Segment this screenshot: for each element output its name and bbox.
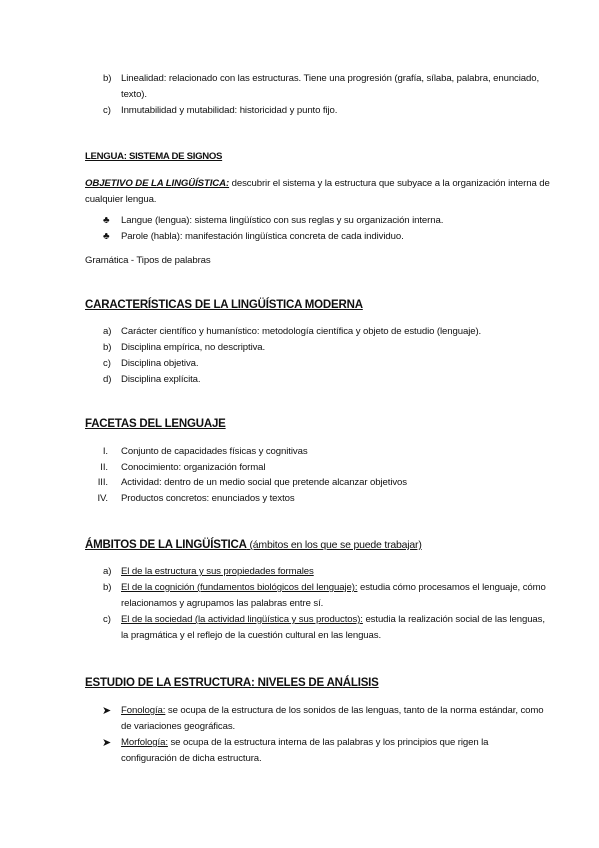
objetivo-paragraph	[85, 176, 550, 192]
ambito-name: El de la sociedad (la actividad lingüística y sus productos):	[121, 614, 363, 625]
list-item-text: Productos concretos: enunciados y textos	[121, 493, 295, 504]
ambitos-title: ÁMBITOS DE LA LINGÜÍSTICA	[85, 539, 247, 551]
list-marker: III.	[97, 477, 108, 488]
list-item-text: Conjunto de capacidades físicas y cognitivas	[121, 446, 308, 457]
list-item-text: El de la cognición (fundamentos biológicos del lenguaje): estudia cómo procesamos el lenguaje, cómo	[121, 582, 546, 593]
list-item-text: Actividad: dentro de un medio social que pretende alcanzar objetivos	[121, 477, 407, 488]
objetivo-label: OBJETIVO DE LA LINGÜÍSTICA:	[85, 178, 230, 189]
ambitos-subtitle: (ámbitos en los que se puede trabajar)	[246, 539, 422, 551]
section-heading: LENGUA: SISTEMA DE SIGNOS	[85, 151, 223, 162]
list-item-text: El de la sociedad (la actividad lingüística y sus productos): estudia la realización social de las lenguas,	[121, 614, 545, 625]
list-marker: a)	[103, 326, 112, 337]
list-marker: I.	[102, 446, 108, 457]
level-name: Morfología:	[121, 737, 168, 748]
list-item-text: Carácter científico y humanístico: metodología científica y objeto de estudio (lenguaje).	[121, 326, 482, 337]
list-item-text: Disciplina empírica, no descriptiva.	[121, 342, 266, 353]
section-heading: FACETAS DEL LENGUAJE	[85, 418, 226, 430]
list-marker: b)	[103, 342, 112, 353]
bullet-text: Langue (lengua): sistema lingüístico con sus reglas y su organización interna.	[121, 215, 444, 226]
list-marker: c)	[103, 614, 111, 625]
section-heading	[85, 539, 422, 551]
objetivo-text: descubrir el sistema y la estructura que subyace a la organización interna de	[229, 178, 550, 189]
objetivo-continuation: cualquier lengua.	[85, 194, 157, 205]
list-marker: d)	[103, 374, 112, 385]
list-item-text: Disciplina explícita.	[121, 374, 201, 385]
club-icon: ♣	[103, 215, 110, 226]
bullet-text: Parole (habla): manifestación lingüística concreta de cada individuo.	[121, 231, 404, 242]
list-item-text: texto).	[121, 89, 147, 100]
ambito-name: El de la estructura y sus propiedades formales	[121, 566, 314, 577]
arrow-bullet-icon: ➤	[102, 705, 112, 717]
list-item-continuation: configuración de dicha estructura.	[121, 753, 262, 764]
list-item-continuation: de variaciones geográficas.	[121, 721, 236, 732]
arrow-bullet-icon: ➤	[102, 737, 112, 749]
ambito-name: El de la cognición (fundamentos biológicos del lenguaje):	[121, 582, 358, 593]
gramatica-line: Gramática - Tipos de palabras	[85, 255, 211, 266]
list-marker: c)	[103, 105, 111, 116]
list-marker: b)	[103, 582, 112, 593]
list-marker: b)	[103, 73, 112, 84]
list-item-text: Disciplina objetiva.	[121, 358, 199, 369]
list-item-text: Fonología: se ocupa de la estructura de los sonidos de las lenguas, tanto de la norma estándar, como	[121, 705, 544, 716]
list-item-continuation: relacionamos y agrupamos las palabras entre sí.	[121, 598, 324, 609]
list-item-continuation: la pragmática y el reflejo de la cuestión cultural en las lenguas.	[121, 630, 382, 641]
list-item-text: Morfología: se ocupa de la estructura interna de las palabras y los principios que rigen la	[121, 737, 489, 748]
list-item-text: Conocimiento: organización formal	[121, 462, 266, 473]
list-marker: c)	[103, 358, 111, 369]
list-item-text	[121, 564, 314, 580]
list-item-text: Linealidad: relacionado con las estructuras. Tiene una progresión (grafía, sílaba, palabra, enunciado,	[121, 73, 540, 84]
list-marker: a)	[103, 566, 112, 577]
level-name: Fonología:	[121, 705, 166, 716]
section-heading: CARACTERÍSTICAS DE LA LINGÜÍSTICA MODERNA	[85, 299, 363, 311]
list-marker: II.	[100, 462, 108, 473]
section-heading: ESTUDIO DE LA ESTRUCTURA: NIVELES DE ANÁLISIS	[85, 677, 379, 689]
club-icon: ♣	[103, 231, 110, 242]
list-marker: IV.	[97, 493, 108, 504]
list-item-text: Inmutabilidad y mutabilidad: historicidad y punto fijo.	[121, 105, 338, 116]
